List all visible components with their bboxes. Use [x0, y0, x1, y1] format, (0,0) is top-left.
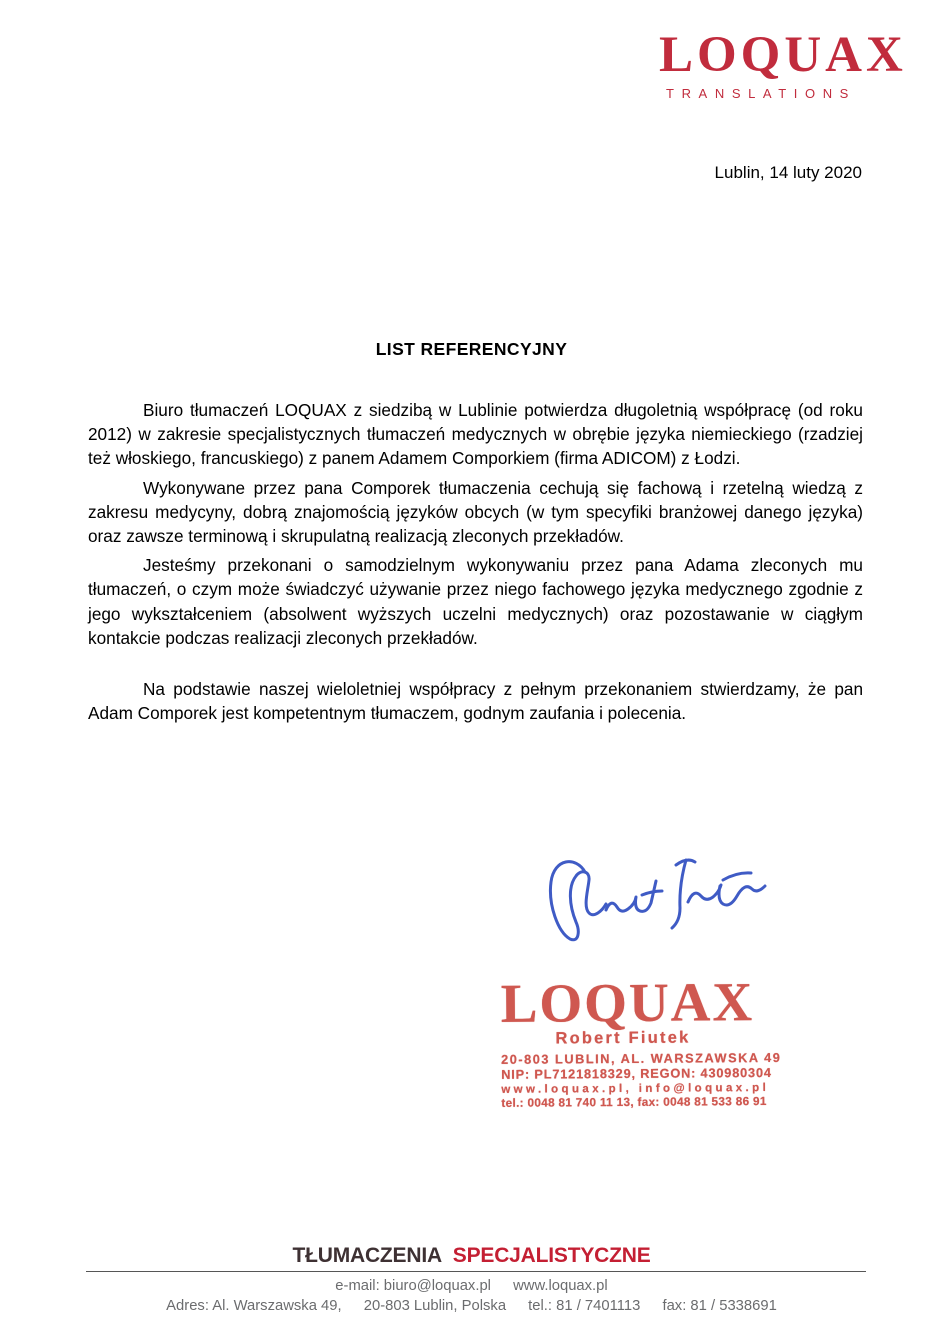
footer-address: Adres: Al. Warszawska 49, [166, 1297, 342, 1314]
stamp-phone: tel.: 0048 81 740 11 13, fax: 0048 81 533 86 91 [501, 1093, 767, 1110]
footer-email: e-mail: biuro@loquax.pl [335, 1278, 491, 1294]
stamp-person-name: Robert Fiutek [555, 1028, 691, 1048]
footer-contact-line-1 [0, 1277, 943, 1297]
company-stamp [500, 971, 782, 1110]
stamp-registration: NIP: PL7121818329, REGON: 430980304 [501, 1064, 772, 1082]
footer-city: 20-803 Lublin, Polska [363, 1297, 507, 1314]
stamp-address: 20-803 LUBLIN, AL. WARSZAWSKA 49 [501, 1049, 782, 1067]
paragraph-1: Biuro tłumaczeń LOQUAX z siedzibą w Lublinie potwierdza długoletnią współpracę (od roku 2012) w zakresie specjalistycznych tłumaczeń medycznych w obrębie języka niemieckiego (rzadziej też włoskiego, francuskiego) z panem Adamem Comporkiem (firma ADICOM) z Łodzi. [88, 400, 863, 469]
handwritten-signature [538, 850, 773, 950]
logo-brand-text: LOQUAX [659, 27, 907, 83]
footer-tagline-red: SPECJALISTYCZNE [452, 1244, 651, 1267]
paragraph-3: Jesteśmy przekonani o samodzielnym wykonywaniu przez pana Adama zleconych mu tłumaczeń, o czym może świadczyć używanie przez niego fachowego języka medycznego zgodnie z jego wykształceniem (absolwent wyższych uczelni medycznych) oraz pozostawanie w ciągłym kontakcie podczas realizacji zleconych przekładów. [88, 555, 863, 648]
footer-contact-line-2 [0, 1297, 943, 1317]
footer-tagline [0, 1244, 943, 1268]
footer-contact [0, 1277, 943, 1316]
stamp-company-name: LOQUAX [500, 971, 755, 1034]
footer-tel: tel.: 81 / 7401113 [528, 1297, 641, 1314]
footer-fax: fax: 81 / 5338691 [662, 1297, 777, 1314]
logo-tagline-text: TRANSLATIONS [666, 86, 856, 101]
paragraph-4: Na podstawie naszej wieloletniej współpracy z pełnym przekonaniem stwierdzamy, że pan Adam Comporek jest kompetentnym tłumaczem, godnym zaufania i polecenia. [88, 679, 863, 724]
paragraph-2: Wykonywane przez pana Comporek tłumaczenia cechują się fachową i rzetelną wiedzą z zakresu medycyny, dobrą znajomością języków obcych (w tym specyfiki branżowej danego języka) oraz zawsze terminową i skrupulatną realizacją zleconych przekładów. [88, 477, 863, 547]
stamp-web: www.loquax.pl, info@loquax.pl [501, 1081, 770, 1096]
company-logo [659, 27, 907, 101]
footer-divider [86, 1271, 866, 1272]
footer-website: www.loquax.pl [513, 1278, 608, 1294]
letter-body [88, 398, 863, 730]
letter-title: LIST REFERENCYJNY [375, 339, 568, 359]
dateline: Lublin, 14 luty 2020 [714, 163, 862, 182]
footer-tagline-dark: TŁUMACZENIA [292, 1244, 442, 1267]
